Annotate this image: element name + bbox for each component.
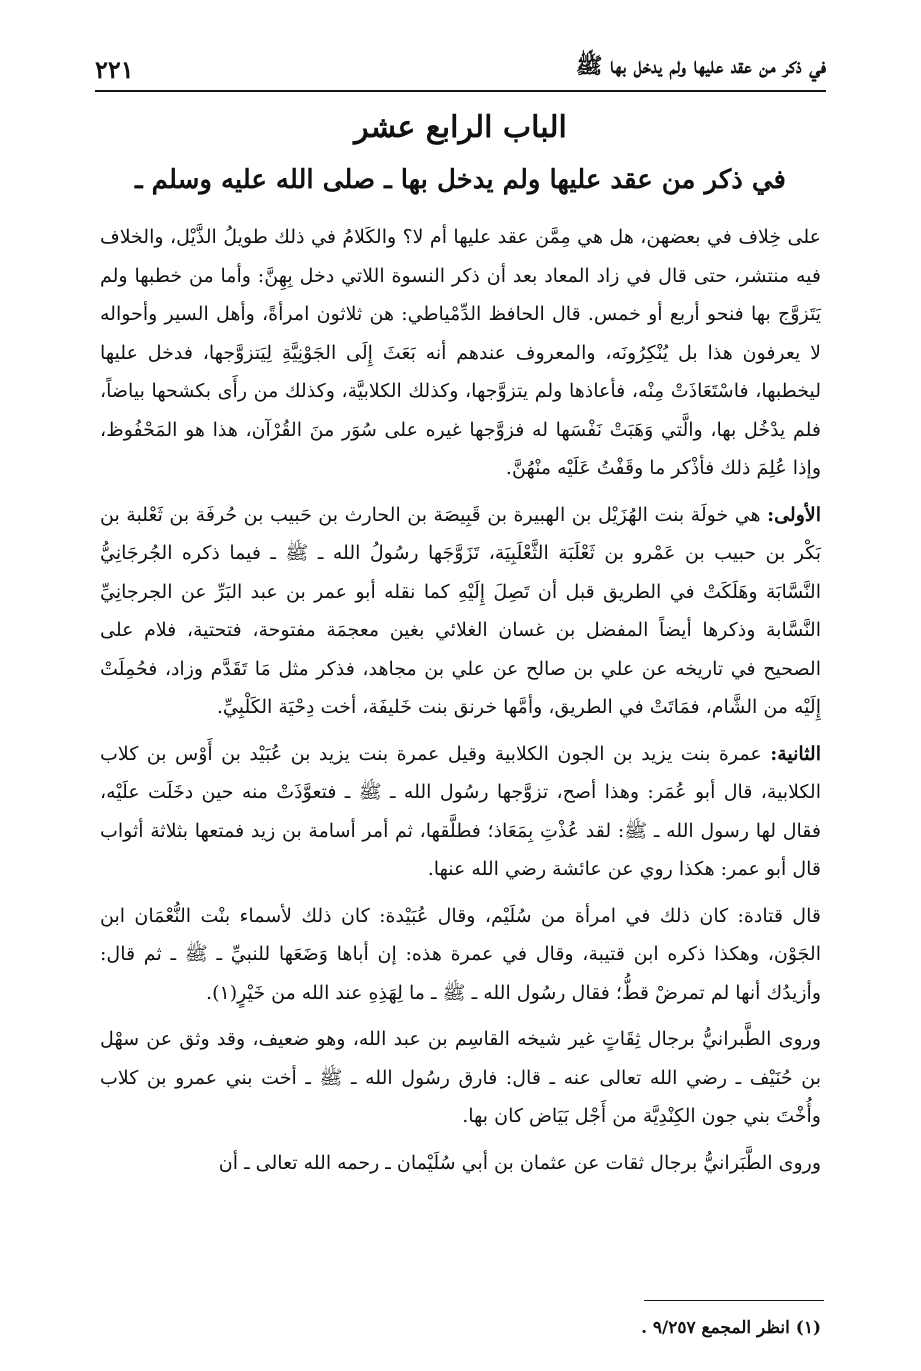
chapter-subtitle: في ذكر من عقد عليها ولم يدخل بها ـ صلى الله عليه وسلم ـ [135,165,786,195]
paragraph-text: وروى الطَّبَرانيُّ برجال ثقات عن عثمان بن أبي سُلَيْمان ـ رحمه الله تعالى ـ أن [218,1151,821,1174]
paragraph-text: وروى الطَّبرانيُّ برجال ثِقَاتٍ غير شيخه القاسِم بن عبد الله، وهو ضعيف، وقد وثق عن سهْل بن حُنَيْف ـ رضي الله تعالى عنه ـ قال: فارق رسُول الله ـ ﷺ ـ أخت بني عمرو بن كلاب وأُخْتَ بني جون الكِنْدِيَّة من أَجْل بَيَاض كان بها. [100,1028,821,1127]
footnote-divider [644,1300,824,1301]
paragraph-lead: الأولى: [767,503,822,526]
paragraph-first-woman [100,496,821,727]
body-text [100,218,821,1190]
running-title: في ذكر من عقد عليها ولم يدخل بها ﷺ [575,53,826,79]
paragraph-text: على خِلاف في بعضهن، هل هي مِمَّن عقد عليها أم لا؟ والكَلامُ في ذلك طويلُ الذَّيْل، والخلاف فيه منتشر، حتى قال في زاد المعاد بعد أن ذكر النسوة اللاتي دخل بِهِنَّ: وأما من خطبها ولم يَتَزوَّج بها فنحو أربع أو خمس. قال الحافظ الدِّمْياطي: هن ثلاثون امرأةً، وأهل السير وأحواله لا يعرفون هذا بل يُنْكِرُونَه، والمعروف عندهم أنه بَعَثَ إِلَى الجَوْنِيَّةِ لِيَتزوَّجها، فدخل عليها ليخطبها، فاسْتَعَاذَتْ مِنْه، فأعاذها ولم يتزوَّجها، وكذلك الكلابيَّة، وكذلك من رأَى بكشحها بياضاً، فلم يدْخُل بها، والَّتي وَهَبَتْ نَفْسَها له فزوَّجها غيره على سُوَر منَ القُرْآن، هذا هو المَحْفُوظ، وإذا عُلِمَ ذلك فأذْكر ما وقَفْتُ عَلَيْه منْهُنَّ. [100,226,821,479]
paragraph-intro [100,218,821,488]
paragraph-second-woman [100,735,821,889]
paragraph-text: عمرة بنت يزيد بن الجون الكلابية وقيل عمرة بنت يزيد بن عُبَيْد بن أَوْس بن كلاب الكلابية، قال أبو عُمَر: وهذا أصح، تزوَّجها رسُول الله ـ ﷺ ـ فتعوَّذَتْ منه حين دخَلَت علَيْه، فقال لها رسول الله ـ ﷺ: لقد عُذْتِ بِمَعَاذ؛ فطلَّقها، ثم أمر أسامة بن زيد فمتعها بثلاثة أثواب قال أبو عمر: هكذا روي عن عائشة رضي الله عنها. [100,742,821,880]
paragraph-tabarani-1 [100,1020,821,1136]
paragraph-tabarani-2 [100,1144,821,1183]
paragraph-qatada [100,897,821,1013]
page-number: ٢٢١ [95,55,134,84]
chapter-title: الباب الرابع عشر [354,110,567,145]
running-header [95,52,826,92]
footnote: (١) انظر المجمع ٩/٢٥٧ . [641,1318,821,1338]
paragraph-text: قال قتادة: كان ذلك في امرأة من سُلَيْم، وقال عُبَيْدة: كان ذلك لأسماء بنْت النُّعْمَان ابن الجَوْن، وهكذا ذكره ابن قتيبة، وقال في عمرة هذه: إن أباها وَضَعَها للنبيِّ ـ ﷺ ـ ثم قال: وأزيدُك أنها لم تمرضْ قطُّ؛ فقال رسُول الله ـ ﷺ ـ ما لِهَذِهِ عند الله من خَيْرٍ(١). [100,904,821,1004]
paragraph-text: هي خولَة بنت الهُزَيْل بن الهبيرة بن قَبِيصَة بن الحارث بن حَبيب بن حُرفَة بن ثَعْلبة بن بَكْر بن حبيب بن عَمْرو بن ثَعْلَبَة الثَّعْلَبِيَة، تَزَوَّجَها رسُولُ الله ـ ﷺ ـ فيما ذكره الجُرجَانِيُّ النَّسَّابَة وهَلَكَتْ في الطريق قبل أن تَصِلَ إِلَيْهِ كما نقله أبو عمر بن عبد البَرِّ عن الجرجانِيِّ النَّسَّابة وذكرها أيضاً المفضل بن غسان الغلائي بغين معجمَة مفتوحة، فتحتية، فلام على الصحيح في تاريخه عن علي بن صالح عن علي بن مجاهد، فذكر مثل مَا تَقَدَّم وزاد، فحُمِلَتْ إِلَيْه من الشَّام، فمَاتَتْ في الطريق، وأمَّها خرنق بنت خَليفَة، أخت دِحْيَة الكَلْبِيِّ. [100,503,821,718]
paragraph-lead: الثانية: [770,742,821,765]
